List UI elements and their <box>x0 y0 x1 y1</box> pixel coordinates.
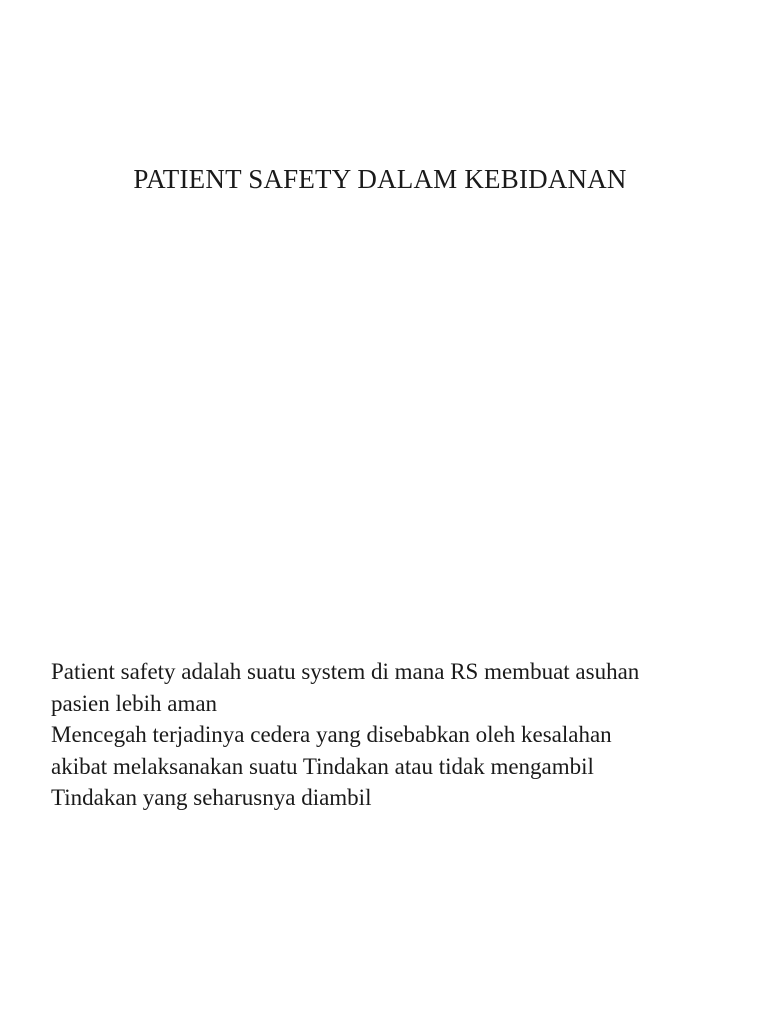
text-line: pasien lebih aman <box>51 690 218 716</box>
text-line: akibat melaksanakan suatu Tindakan atau tidak mengambil <box>51 753 594 779</box>
text-line: Patient safety adalah suatu system di mana RS membuat asuhan <box>51 659 640 684</box>
page-title: PATIENT SAFETY DALAM KEBIDANAN <box>133 164 627 194</box>
text-line: Tindakan yang seharusnya diambil <box>51 785 372 810</box>
body-paragraph <box>51 656 741 814</box>
text-line: Mencegah terjadinya cedera yang disebabkan oleh kesalahan <box>51 722 612 747</box>
